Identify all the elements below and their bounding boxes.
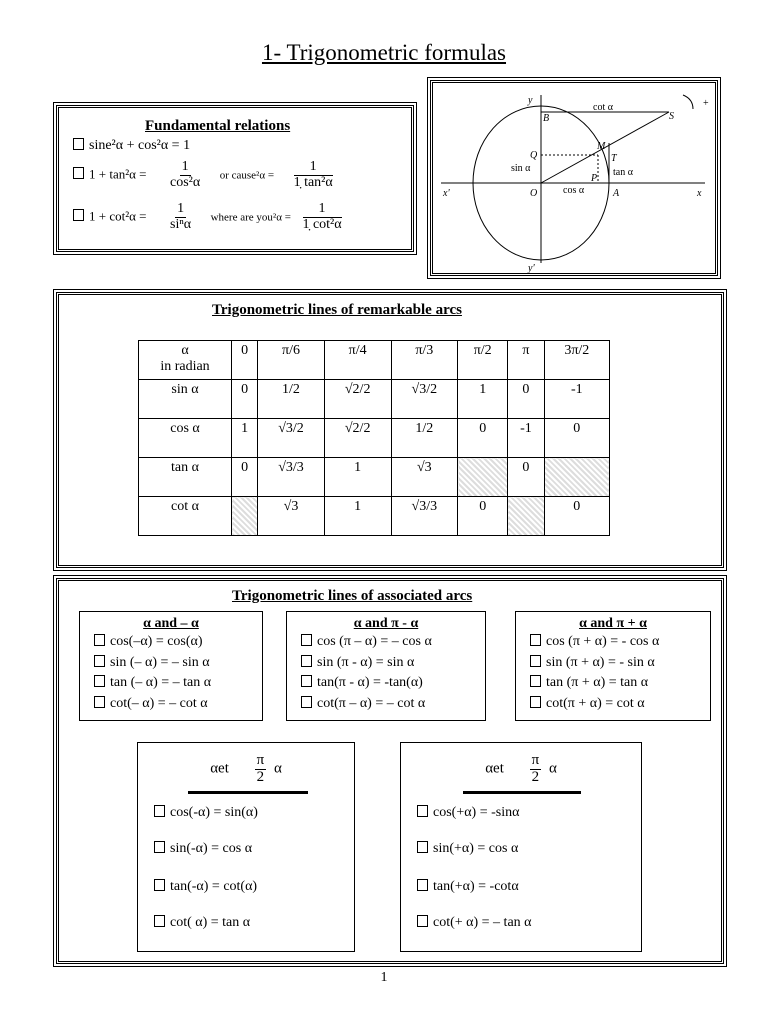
table-row <box>139 458 610 497</box>
identity-row-2: 1 + tan²α = $\frac{1}{\text{cos²α}}$ or cause²α = $\frac{1}{\text{1̣ tan²α}}$ <box>73 160 335 190</box>
undefined-cell <box>544 458 609 497</box>
table-cell: 0 <box>458 419 508 458</box>
table-cell: √3/2 <box>391 380 458 419</box>
bullet-box-icon <box>530 655 541 667</box>
label-S: S <box>669 111 674 122</box>
bullet-box-icon <box>94 675 105 687</box>
table-cell: 1/2 <box>391 419 458 458</box>
fundamental-heading: Fundamental relations <box>145 118 291 134</box>
table-cell: √3 <box>391 458 458 497</box>
table-row <box>139 419 610 458</box>
page-number: 1 <box>380 970 388 985</box>
bullet-box-icon <box>301 675 312 687</box>
bullet-box-icon <box>154 805 165 817</box>
table-cell: √3/3 <box>391 497 458 536</box>
bullet-box-icon <box>530 675 541 687</box>
bullet-box-icon <box>417 805 428 817</box>
bullet-box-icon <box>301 655 312 667</box>
bullet-box-icon <box>73 138 84 150</box>
header-label: α in radian <box>139 341 232 380</box>
table-cell: 0 <box>458 497 508 536</box>
assoc-box-half-pi-plus: αet $\frac{\pi}{2}$ α cos(+α) = -sinα sin(+α) = cos α tan(+α) = -cotα cot(+ α) = – tan α <box>400 742 642 952</box>
row-label: sin α <box>139 380 232 419</box>
label-P: P <box>591 173 598 184</box>
table-cell: √3 <box>258 497 325 536</box>
assoc-box-head: αet $\frac{\pi}{2}$ α <box>210 752 282 785</box>
undefined-cell <box>458 458 508 497</box>
remarkable-heading: Trigonometric lines of remarkable arcs <box>212 302 462 318</box>
label-T: T <box>611 153 617 164</box>
label-x: x <box>697 188 702 199</box>
table-cell: 0 <box>232 341 258 380</box>
bullet-box-icon <box>301 696 312 708</box>
label-cos: cos α <box>563 185 585 196</box>
table-cell: π/2 <box>458 341 508 380</box>
assoc-box-head: α and – α <box>143 616 199 631</box>
label-plus: + <box>703 98 709 109</box>
label-O: O <box>530 188 538 199</box>
undefined-cell <box>232 497 258 536</box>
bullet-box-icon <box>417 915 428 927</box>
label-y: y <box>528 95 533 106</box>
bullet-box-icon <box>94 634 105 646</box>
row-label: tan α <box>139 458 232 497</box>
bullet-box-icon <box>94 696 105 708</box>
label-sin: sin α <box>511 163 531 174</box>
table-cell: √2/2 <box>324 380 391 419</box>
table-cell: 0 <box>508 458 544 497</box>
label-yprime: y' <box>528 263 535 273</box>
label-Q: Q <box>530 150 538 161</box>
assoc-box-head: αet $\frac{\pi}{2}$ α <box>485 752 557 785</box>
label-xprime: x' <box>443 188 450 199</box>
table-cell: √3/3 <box>258 458 325 497</box>
bullet-box-icon <box>417 841 428 853</box>
table-cell: π/3 <box>391 341 458 380</box>
table-cell: 1 <box>324 458 391 497</box>
table-cell: 0 <box>544 419 609 458</box>
table-cell: 1/2 <box>258 380 325 419</box>
label-tan: tan α <box>613 167 633 178</box>
bullet-box-icon <box>154 915 165 927</box>
fundamental-relations-box <box>56 105 414 252</box>
table-cell: 3π/2 <box>544 341 609 380</box>
bullet-box-icon <box>73 167 84 179</box>
bullet-box-icon <box>154 841 165 853</box>
row-label: cos α <box>139 419 232 458</box>
bullet-box-icon <box>530 634 541 646</box>
table-cell: π <box>508 341 544 380</box>
bullet-box-icon <box>530 696 541 708</box>
table-cell: 0 <box>232 458 258 497</box>
identity-row-1: sine²α + cos²α = 1 <box>73 138 190 154</box>
table-row <box>139 341 610 380</box>
table-cell: 0 <box>544 497 609 536</box>
table-cell: -1 <box>544 380 609 419</box>
assoc-box-head: α and π + α <box>579 616 647 631</box>
assoc-box-pi-minus: α and π - α cos (π – α) = – cos α sin (π - α) = sin α tan(π - α) = -tan(α) cot(π – α) = – cot α <box>286 611 486 721</box>
trig-circle-figure <box>430 80 718 276</box>
label-M: M <box>597 141 606 152</box>
table-cell: π/4 <box>324 341 391 380</box>
table-cell: 1 <box>324 497 391 536</box>
page-title: 1- Trigonometric formulas <box>261 40 507 65</box>
bullet-box-icon <box>73 209 84 221</box>
table-cell: 1 <box>458 380 508 419</box>
label-cot: cot α <box>593 102 613 113</box>
label-B: B <box>543 113 550 124</box>
bullet-box-icon <box>154 879 165 891</box>
table-row <box>139 380 610 419</box>
bullet-box-icon <box>417 879 428 891</box>
associated-heading: Trigonometric lines of associated arcs <box>232 588 473 604</box>
table-cell: 0 <box>508 380 544 419</box>
bullet-box-icon <box>94 655 105 667</box>
table-cell: π/6 <box>258 341 325 380</box>
unit-circle-diagram <box>433 83 715 273</box>
assoc-box-head: α and π - α <box>353 616 419 631</box>
undefined-cell <box>508 497 544 536</box>
assoc-box-pi-plus: α and π + α cos (π + α) = - cos α sin (π + α) = - sin α tan (π + α) = tan α cot(π + α) = cot α <box>515 611 711 721</box>
label-A: A <box>613 188 620 199</box>
table-cell: 0 <box>232 380 258 419</box>
table-cell: 1 <box>232 419 258 458</box>
table-row <box>139 497 610 536</box>
row-label: cot α <box>139 497 232 536</box>
bullet-box-icon <box>301 634 312 646</box>
assoc-box-negative: α and – α cos(–α) = cos(α) sin (– α) = – sin α tan (– α) = – tan α cot(– α) = – cot α <box>79 611 263 721</box>
remarkable-arcs-table <box>138 340 610 536</box>
assoc-box-half-pi-minus: αet $\frac{\pi}{2}$ α cos(-α) = sin(α) sin(-α) = cos α tan(-α) = cot(α) cot( α) = tan α <box>137 742 355 952</box>
table-cell: -1 <box>508 419 544 458</box>
table-cell: √2/2 <box>324 419 391 458</box>
table-cell: √3/2 <box>258 419 325 458</box>
identity-row-3: 1 + cot²α = $\frac{1}{\text{siⁿα}}$ where are you²α = $\frac{1}{\text{1̣ cot²α}}$ <box>73 202 344 232</box>
